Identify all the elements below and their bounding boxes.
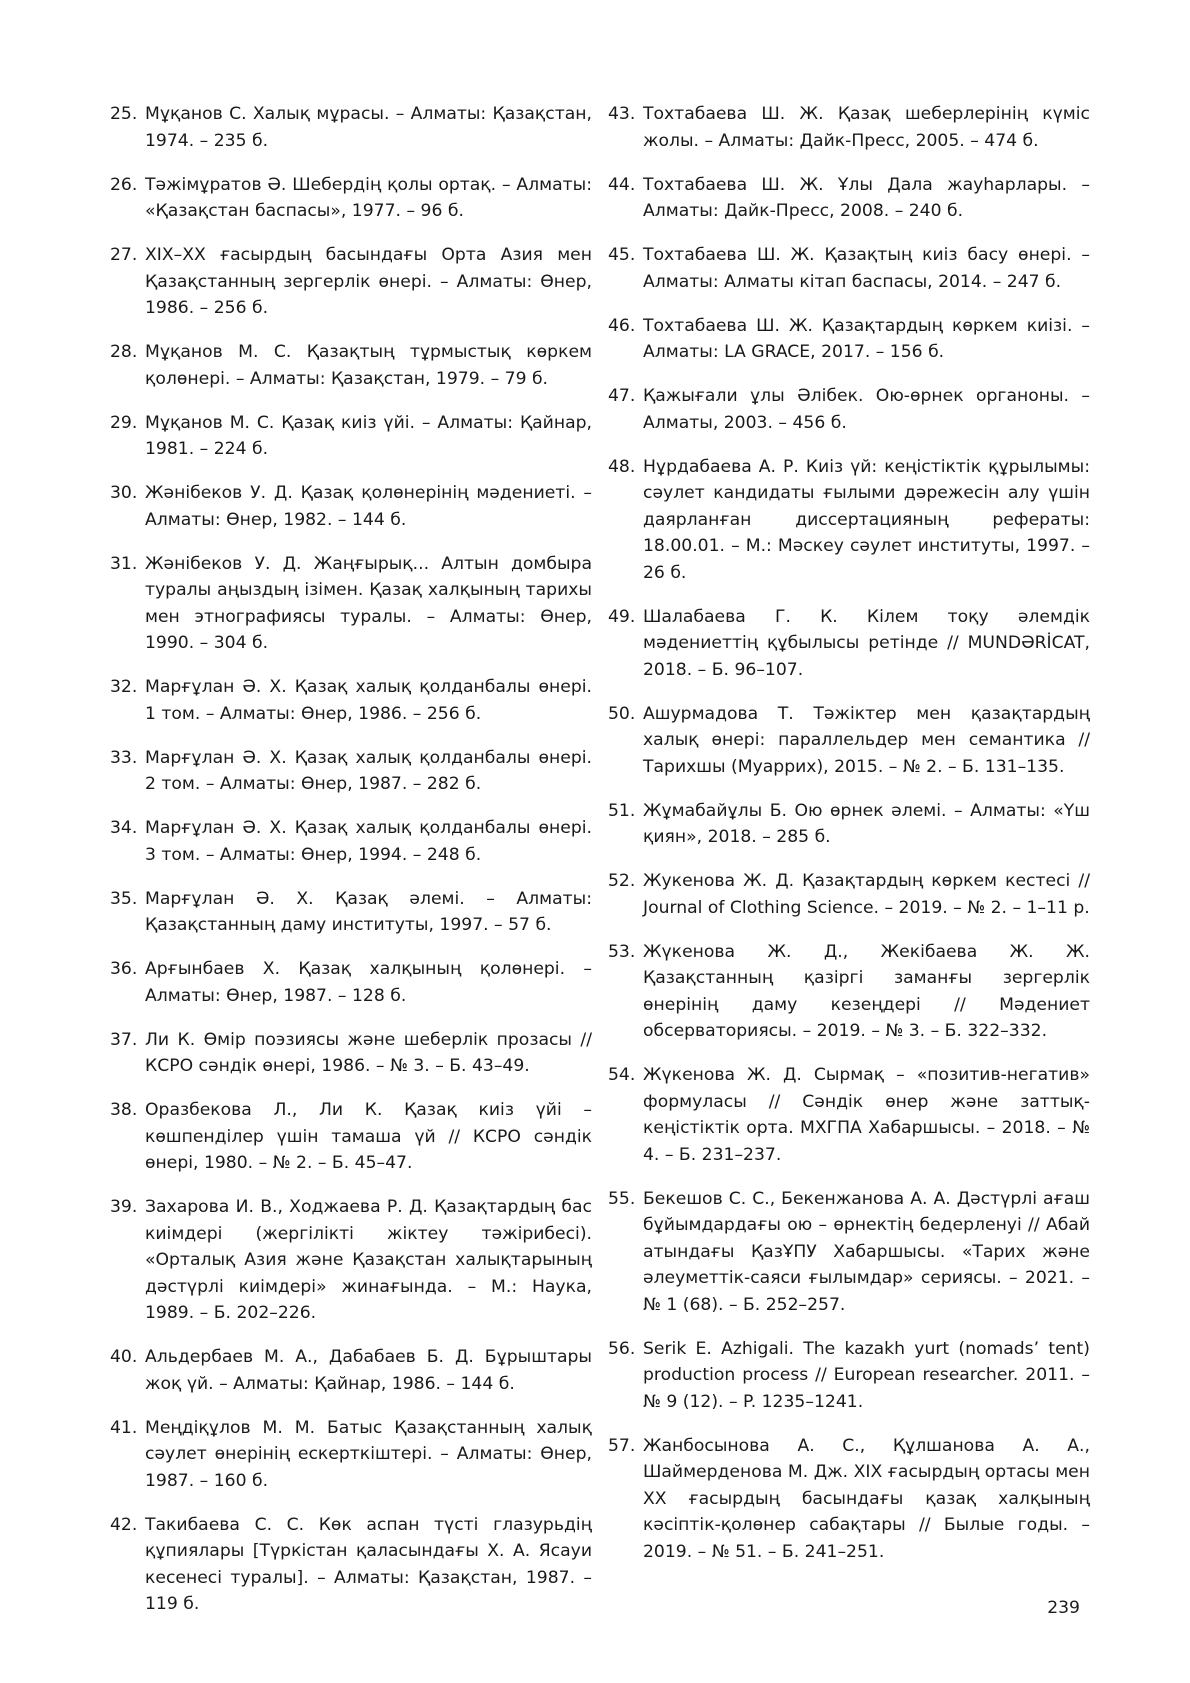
reference-text: Марғұлан Ә. Х. Қазақ әлемі. – Алматы: Қазақстанның даму институты, 1997. – 57 б. [145,888,592,935]
reference-text: Тохтабаева Ш. Ж. Қазақтың киіз басу өнері. – Алматы: Алматы кітап баспасы, 2014. – 247 б. [643,245,1090,292]
reference-text: Қажығали ұлы Әлібек. Ою-өрнек органоны. – Алматы, 2003. – 456 б. [643,386,1090,433]
reference-text: Марғұлан Ә. Х. Қазақ халық қолданбалы өнері. 3 том. – Алматы: Өнер, 1994. – 248 б. [145,818,592,865]
reference-text: Мұқанов М. С. Қазақ киіз үйі. – Алматы: Қайнар, 1981. – 224 б. [145,412,592,459]
reference-entry [110,339,592,392]
reference-entry [608,313,1090,366]
reference-text: Мұқанов С. Халық мұрасы. – Алматы: Қазақстан, 1974. – 235 б. [145,104,592,151]
reference-entry [608,172,1090,225]
reference-number: 49. [608,606,636,627]
reference-number: 42. [110,1514,138,1535]
reference-number: 55. [608,1188,636,1209]
reference-text: Тәжімұратов Ә. Шебердің қолы ортақ. – Алматы: «Қазақстан баспасы», 1977. – 96 б. [145,174,592,221]
reference-entry [110,1344,592,1397]
reference-text: Меңдіқұлов М. М. Батыс Қазақстанның халық сәулет өнерінің ескерткіштері. – Алматы: Өнер, 1987. – 160 б. [145,1417,592,1491]
reference-number: 57. [608,1435,636,1456]
reference-text: Захарова И. В., Ходжаева Р. Д. Қазақтардың бас киімдері (жергілікті жіктеу тәжірибесі). «Орталық Азия және Қазақстан халықтарының дәстүрлі киімдері» жинағында. – М.: Наука, 1989. – Б. 202–226. [145,1197,592,1323]
reference-entry [110,745,592,798]
reference-entry [608,1336,1090,1416]
reference-number: 46. [608,315,636,336]
reference-text: Ашурмадова Т. Тәжіктер мен қазақтардың халық өнері: параллельдер мен семантика // Тарихшы (Муаррих), 2015. – № 2. – Б. 131–135. [643,703,1090,777]
reference-text: Шалабаева Г. К. Кілем тоқу әлемдік мәдениеттің құбылысы ретінде // MUNDƏRİCAT, 2018. – Б. 96–107. [643,606,1090,680]
reference-number: 39. [110,1197,138,1217]
reference-entry [608,101,1090,154]
reference-text: Оразбекова Л., Ли К. Қазақ киіз үйі – көшпенділер үшін тамаша үй // КСРО сәндік өнері, 1980. – № 2. – Б. 45–47. [145,1100,592,1173]
reference-entry [110,1027,592,1080]
reference-text: Тохтабаева Ш. Ж. Ұлы Дала жауһарлары. – Алматы: Дайк-Пресс, 2008. – 240 б. [643,174,1090,221]
reference-entry [110,551,592,657]
reference-entry [110,956,592,1009]
reference-text: Ли К. Өмір поэзиясы және шеберлік прозасы // КСРО сәндік өнері, 1986. – № 3. – Б. 43–49. [145,1029,592,1076]
reference-entry [110,410,592,463]
reference-entry [110,1194,592,1327]
reference-number: 51. [608,800,636,821]
page-number: 239 [1047,1598,1080,1618]
reference-text: Альдербаев М. А., Дабабаев Б. Д. Бұрыштары жоқ үй. – Алматы: Қайнар, 1986. – 144 б. [145,1347,592,1394]
reference-text: Жукенова Ж. Д. Қазақтардың көркем кестесі // Journal of Clothing Science. – 2019. – № 2. – 1–11 p. [643,871,1090,918]
reference-text: Арғынбаев Х. Қазақ халқының қолөнері. – Алматы: Өнер, 1987. – 128 б. [145,959,592,1006]
reference-number: 26. [110,174,138,195]
reference-text: Жүкенова Ж. Д. Сырмақ – «позитив-негатив» формуласы // Сәндік өнер және заттық-кеңістіктік орта. МХГПА Хабаршысы. – 2018. – № 4. – Б. 231–237. [643,1065,1090,1165]
reference-number: 27. [110,245,138,265]
reference-entry [608,604,1090,684]
reference-entry [110,674,592,727]
reference-entry [608,701,1090,781]
reference-number: 56. [608,1338,636,1359]
reference-entry [608,798,1090,851]
reference-text: Жұмабайұлы Б. Ою өрнек әлемі. – Алматы: «Үш қиян», 2018. – 285 б. [643,800,1090,847]
reference-entry [110,172,592,225]
reference-entry [110,815,592,868]
reference-entry [110,886,592,939]
reference-number: 54. [608,1065,636,1085]
reference-text: Serik E. Azhigali. The kazakh yurt (nomads’ tent) production process // European researcher. 2011. – № 9 (12). – P. 1235–1241. [643,1338,1090,1412]
bibliography-right-column [608,101,1090,1583]
reference-entry [608,868,1090,921]
reference-number: 41. [110,1417,138,1438]
reference-text: Тохтабаева Ш. Ж. Қазақ шеберлерінің күміс жолы. – Алматы: Дайк-Пресс, 2005. – 474 б. [643,104,1090,151]
reference-number: 43. [608,104,636,124]
reference-number: 30. [110,483,138,503]
reference-number: 33. [110,747,138,768]
reference-entry [110,1415,592,1495]
reference-entry [608,383,1090,436]
reference-entry [110,480,592,533]
reference-entry [110,101,592,154]
reference-entry [608,939,1090,1045]
reference-number: 25. [110,104,138,124]
reference-number: 36. [110,959,138,979]
reference-text: Нұрдабаева А. Р. Киіз үй: кеңістіктік құрылымы: сәулет кандидаты ғылыми дәрежесін алу үшін даярланған диссертацияның рефераты: 18.00.01. – М.: Мәскеу сәулет институты, 1997. – 26 б. [643,456,1090,583]
reference-number: 28. [110,342,138,362]
reference-text: Мұқанов М. С. Қазақтың тұрмыстық көркем қолөнері. – Алматы: Қазақстан, 1979. – 79 б. [145,342,592,389]
reference-entry [110,242,592,322]
reference-number: 45. [608,245,636,265]
reference-number: 53. [608,941,636,962]
reference-text: Жәнібеков У. Д. Қазақ қолөнерінің мәдениеті. – Алматы: Өнер, 1982. – 144 б. [145,483,592,530]
reference-text: Марғұлан Ә. Х. Қазақ халық қолданбалы өнері. 1 том. – Алматы: Өнер, 1986. – 256 б. [145,677,592,724]
reference-number: 52. [608,871,636,891]
reference-number: 48. [608,456,636,477]
reference-number: 32. [110,677,138,697]
reference-text: Такибаева С. С. Көк аспан түсті глазурьдің құпиялары [Түркістан қаласындағы Х. А. Ясауи кесенесі туралы]. – Алматы: Қазақстан, 1987. – 119 б. [145,1514,592,1614]
reference-number: 47. [608,386,636,406]
reference-text: XIX–XX ғасырдың басындағы Орта Азия мен Қазақстанның зергерлік өнері. – Алматы: Өнер, 1986. – 256 б. [145,245,592,318]
bibliography-left-column [110,101,592,1635]
reference-entry [110,1097,592,1177]
reference-number: 31. [110,553,138,574]
reference-text: Жәнібеков У. Д. Жаңғырық... Алтын домбыра туралы аңыздың ізімен. Қазақ халқының тарихы мен этнографиясы туралы. – Алматы: Өнер, 1990. – 304 б. [145,553,592,653]
reference-number: 38. [110,1100,138,1120]
reference-number: 35. [110,888,138,909]
reference-number: 50. [608,703,636,724]
reference-number: 29. [110,412,138,433]
reference-text: Жүкенова Ж. Д., Жекібаева Ж. Ж. Қазақстанның қазіргі заманғы зергерлік өнерінің даму кезеңдері // Мәдениет обсерваториясы. – 2019. – № 3. – Б. 322–332. [643,941,1090,1041]
reference-number: 44. [608,174,636,195]
reference-number: 37. [110,1029,138,1050]
reference-number: 34. [110,818,138,838]
reference-text: Тохтабаева Ш. Ж. Қазақтардың көркем киізі. – Алматы: LA GRACE, 2017. – 156 б. [643,315,1090,362]
reference-text: Жанбосынова А. С., Құлшанова А. А., Шаймерденова М. Дж. XIX ғасырдың ортасы мен XX ғасырдың басындағы қазақ халқының кәсіптік-қолөнер сабақтары // Былые годы. – 2019. – № 51. – Б. 241–251. [643,1435,1090,1562]
reference-number: 40. [110,1347,138,1367]
reference-entry [608,1433,1090,1566]
reference-entry [608,1186,1090,1319]
reference-entry [608,242,1090,295]
reference-entry [608,454,1090,587]
reference-entry [608,1062,1090,1168]
reference-entry [110,1512,592,1618]
reference-text: Бекешов С. С., Бекенжанова А. А. Дәстүрлі ағаш бұйымдардағы ою – өрнектің бедерленуі // Абай атындағы ҚазҰПУ Хабаршысы. «Тарих және әлеуметтік-саяси ғылымдар» сериясы. – 2021. – № 1 (68). – Б. 252–257. [643,1188,1090,1315]
reference-text: Марғұлан Ә. Х. Қазақ халық қолданбалы өнері. 2 том. – Алматы: Өнер, 1987. – 282 б. [145,747,592,794]
